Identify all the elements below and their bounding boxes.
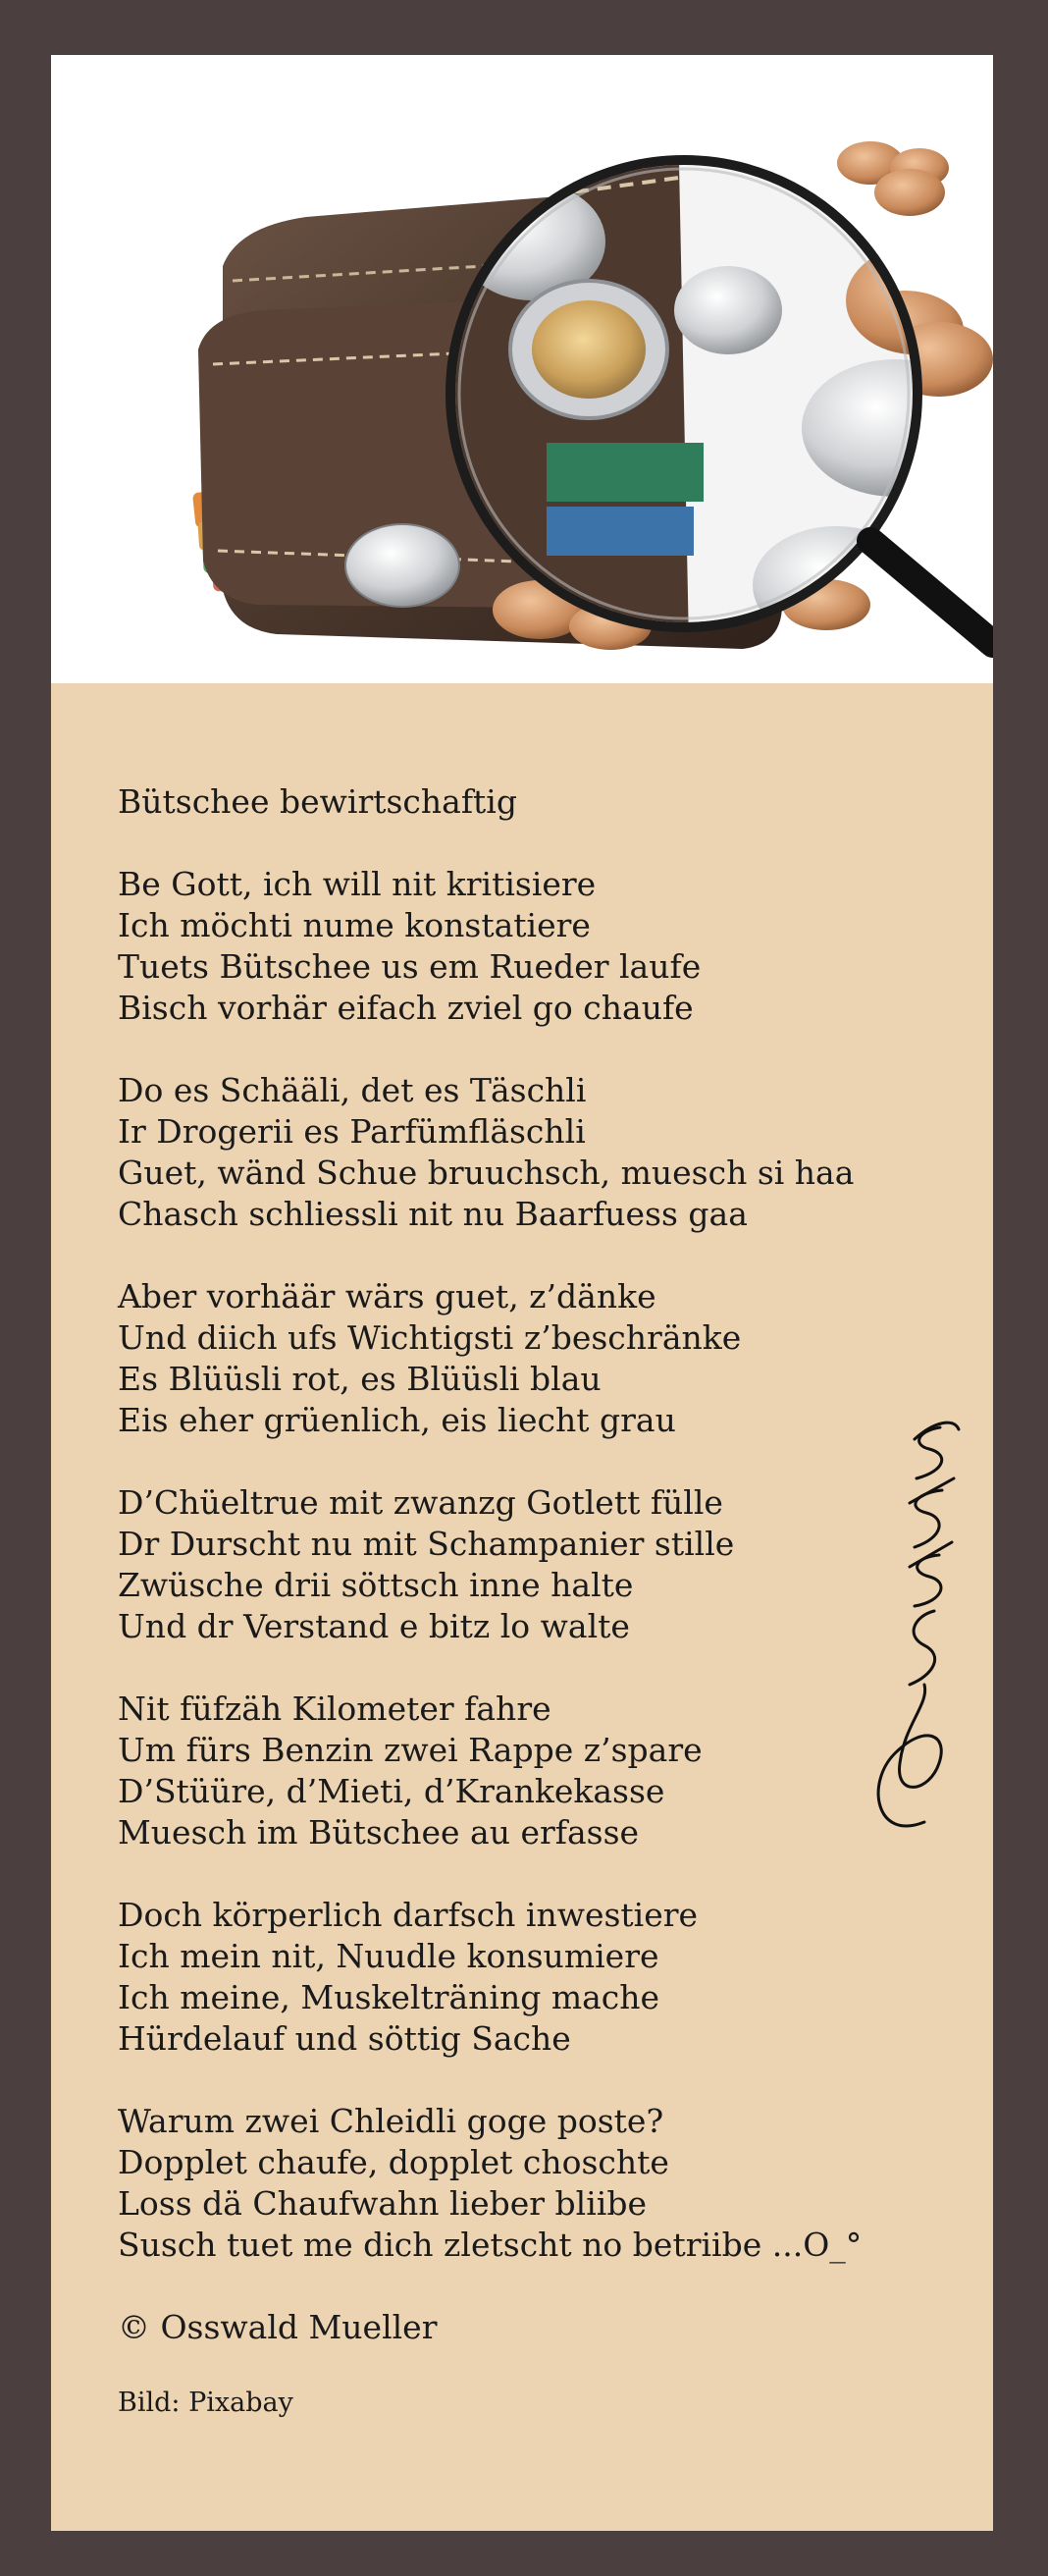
wallet-coins-illustration xyxy=(51,55,993,683)
stanza-7 xyxy=(118,2101,903,2266)
poem-line: Muesch im Bütschee au erfasse xyxy=(118,1813,640,1852)
poem-line: Ich meine, Muskelträning mache xyxy=(118,1978,660,2016)
stanza-4 xyxy=(118,1482,903,1647)
poem-line: D’Stüüre, d’Mieti, d’Krankekasse xyxy=(118,1772,665,1810)
poem-line: Warum zwei Chleidli goge poste? xyxy=(118,2102,664,2140)
poem-line: Eis eher grüenlich, eis liecht grau xyxy=(118,1401,676,1439)
poem-line: Nit füfzäh Kilometer fahre xyxy=(118,1690,551,1728)
gedichtezauber-signature-logo xyxy=(856,1410,973,1842)
poem-line: Um fürs Benzin zwei Rappe z’spare xyxy=(118,1731,703,1769)
poem-line: Doch körperlich darfsch inwestiere xyxy=(118,1896,699,1934)
poem-title: Bütschee bewirtschaftig xyxy=(118,782,517,821)
poem xyxy=(118,781,903,2421)
poem-line: Susch tuet me dich zletscht no betriibe ...O_° xyxy=(118,2226,863,2264)
poem-line: Zwüsche drii söttsch inne halte xyxy=(118,1566,634,1604)
poem-line: Guet, wänd Schue bruuchsch, muesch si haa xyxy=(118,1154,855,1192)
image-credit: Bild: Pixabay xyxy=(118,2388,293,2418)
stanza-3 xyxy=(118,1276,903,1441)
poem-line: Chasch schliessli nit nu Baarfuess gaa xyxy=(118,1195,748,1233)
stanza-5 xyxy=(118,1689,903,1853)
poem-line: Hürdelauf und söttig Sache xyxy=(118,2019,571,2058)
poem-line: Loss dä Chaufwahn lieber bliibe xyxy=(118,2184,647,2223)
poem-line: Do es Schääli, det es Täschli xyxy=(118,1071,587,1109)
poem-line: Und diich ufs Wichtigsti z’beschränke xyxy=(118,1318,742,1357)
poem-line: D’Chüeltrue mit zwanzg Gotlett fülle xyxy=(118,1483,723,1522)
copyright: © Osswald Mueller xyxy=(118,2308,438,2346)
poem-line: Ich mein nit, Nuudle konsumiere xyxy=(118,1937,659,1975)
stanza-2 xyxy=(118,1070,903,1235)
poem-line: Bisch vorhär eifach zviel go chaufe xyxy=(118,989,694,1027)
poem-line: Aber vorhäär wärs guet, z’dänke xyxy=(118,1277,656,1315)
poem-line: Be Gott, ich will nit kritisiere xyxy=(118,865,597,903)
poem-line: Dopplet chaufe, dopplet choschte xyxy=(118,2143,669,2181)
poem-line: Ich möchti nume konstatiere xyxy=(118,906,591,944)
header-image-wallet-magnifier xyxy=(51,55,993,683)
poem-line: Dr Durscht nu mit Schampanier stille xyxy=(118,1525,735,1563)
poem-line: Es Blüüsli rot, es Blüüsli blau xyxy=(118,1360,602,1398)
stanza-1 xyxy=(118,864,903,1029)
poem-line: Ir Drogerii es Parfümfläschli xyxy=(118,1112,586,1151)
stanza-6 xyxy=(118,1895,903,2060)
poem-line: Und dr Verstand e bitz lo walte xyxy=(118,1607,630,1645)
poem-line: Tuets Bütschee us em Rueder laufe xyxy=(118,947,702,986)
page-card xyxy=(51,55,993,2531)
